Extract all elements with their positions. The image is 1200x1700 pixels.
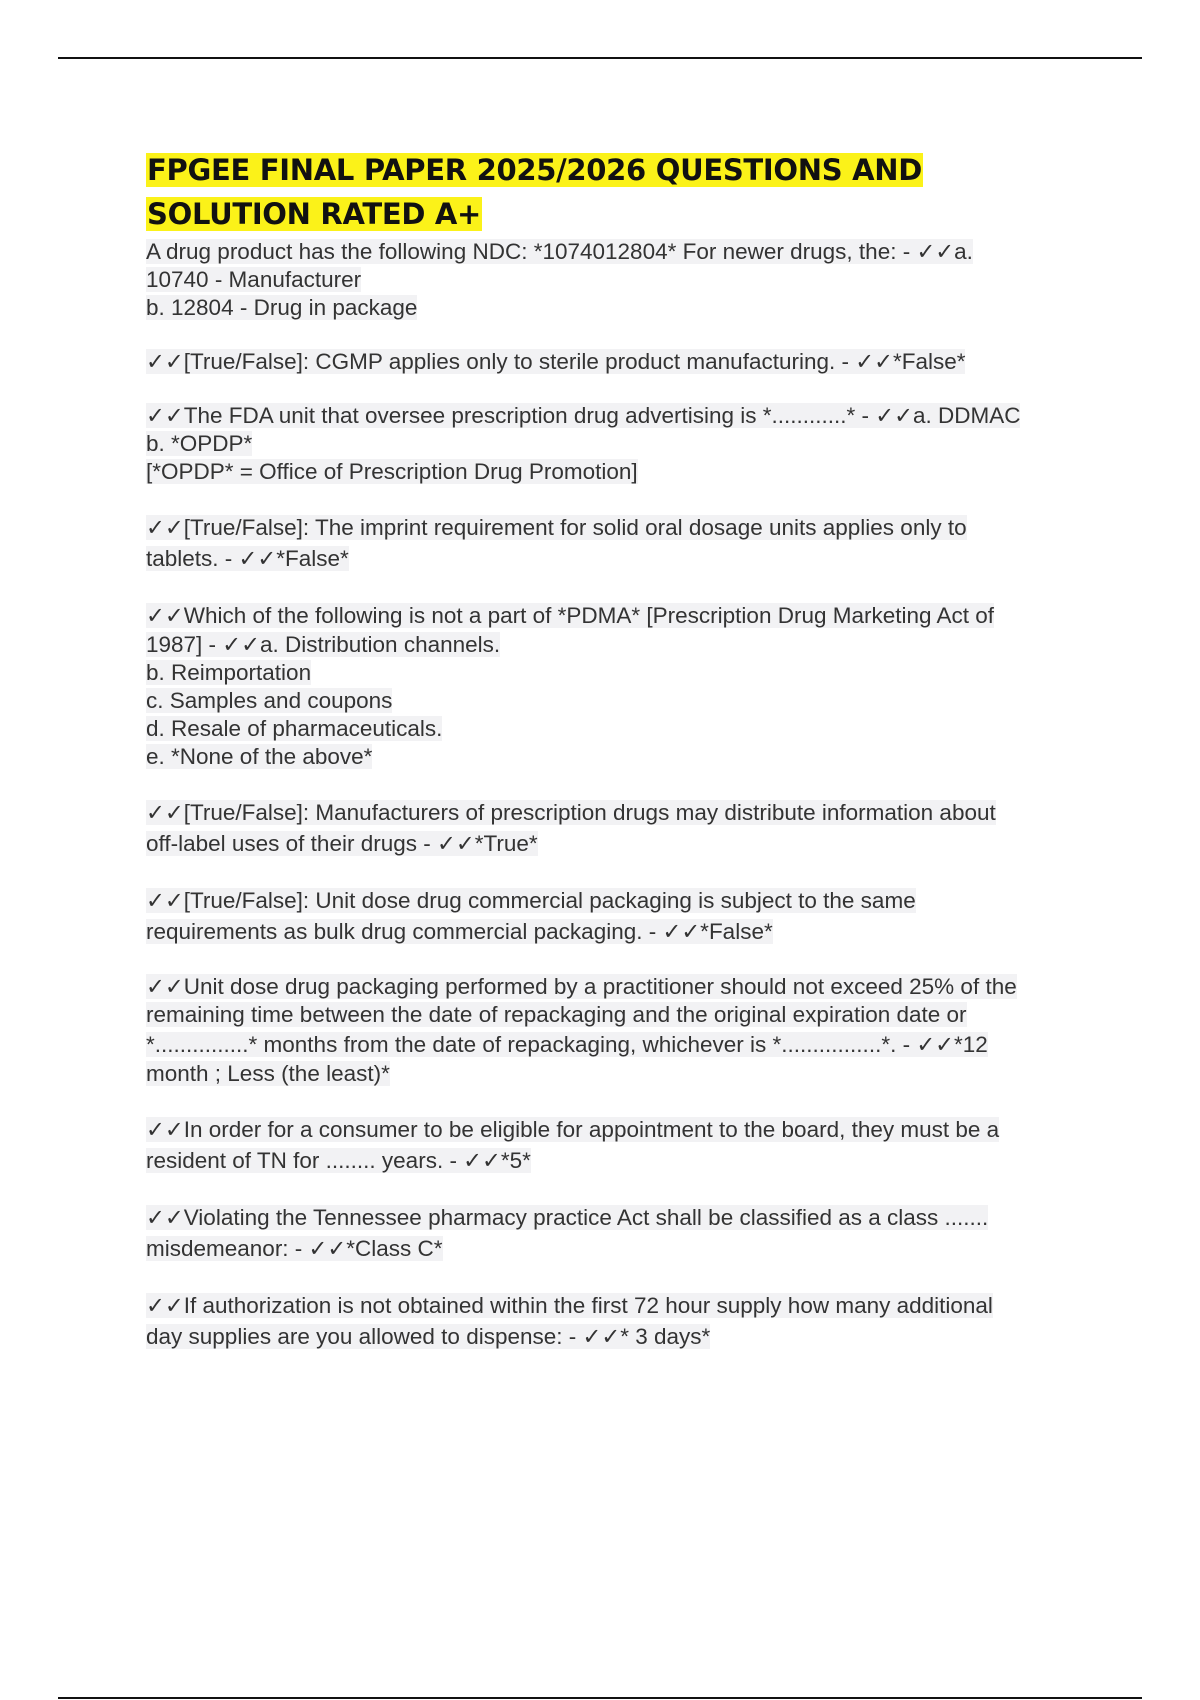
- qa-line: off-label uses of their drugs - ✓✓*True*: [146, 831, 538, 856]
- qa-line: ✓✓If authorization is not obtained within the first 72 hour supply how many additional: [146, 1293, 993, 1318]
- qa-line: ✓✓In order for a consumer to be eligible for appointment to the board, they must be a: [146, 1117, 1000, 1142]
- qa-item: [146, 512, 1086, 574]
- qa-line: misdemeanor: - ✓✓*Class C*: [146, 1236, 443, 1261]
- qa-line: e. *None of the above*: [146, 744, 373, 769]
- title-line: SOLUTION RATED A+: [147, 197, 482, 231]
- qa-line: 1987] - ✓✓a. Distribution channels.: [146, 632, 501, 657]
- qa-line: tablets. - ✓✓*False*: [146, 546, 349, 571]
- qa-line: ✓✓Violating the Tennessee pharmacy practice Act shall be classified as a class .......: [146, 1205, 989, 1230]
- qa-item: [146, 600, 1086, 771]
- document-body: [146, 148, 1086, 1378]
- qa-line: resident of TN for ........ years. - ✓✓*5*: [146, 1148, 531, 1173]
- qa-item: [146, 238, 1086, 322]
- qa-line: 10740 - Manufacturer: [146, 267, 362, 292]
- qa-item: [146, 797, 1086, 859]
- document-title: [146, 148, 1086, 236]
- qa-line: ✓✓[True/False]: Manufacturers of prescription drugs may distribute information about: [146, 800, 996, 825]
- qa-line: c. Samples and coupons: [146, 688, 393, 713]
- qa-item: [146, 885, 1086, 947]
- qa-line: ✓✓The FDA unit that oversee prescription drug advertising is *............* - ✓✓a. DDMAC: [146, 403, 1021, 428]
- qa-line: ✓✓[True/False]: CGMP applies only to sterile product manufacturing. - ✓✓*False*: [146, 349, 966, 374]
- qa-line: b. Reimportation: [146, 660, 312, 685]
- qa-line: d. Resale of pharmaceuticals.: [146, 716, 443, 741]
- qa-item: [146, 402, 1086, 486]
- qa-line: [*OPDP* = Office of Prescription Drug Promotion]: [146, 459, 638, 484]
- qa-line: A drug product has the following NDC: *1074012804* For newer drugs, the: - ✓✓a.: [146, 239, 973, 264]
- qa-line: requirements as bulk drug commercial packaging. - ✓✓*False*: [146, 919, 773, 944]
- qa-line: month ; Less (the least)*: [146, 1061, 390, 1086]
- qa-item: [146, 1202, 1086, 1264]
- title-line: FPGEE FINAL PAPER 2025/2026 QUESTIONS AND: [147, 153, 922, 187]
- qa-line: b. 12804 - Drug in package: [146, 295, 418, 320]
- qa-line: ✓✓Which of the following is not a part of *PDMA* [Prescription Drug Marketing Act of: [146, 603, 995, 628]
- qa-item: [146, 1290, 1086, 1352]
- header-rule: [58, 57, 1142, 59]
- qa-line: remaining time between the date of repackaging and the original expiration date or: [146, 1002, 967, 1027]
- qa-item: [146, 973, 1086, 1088]
- qa-line: day supplies are you allowed to dispense: - ✓✓* 3 days*: [146, 1324, 711, 1349]
- qa-line: ✓✓[True/False]: The imprint requirement for solid oral dosage units applies only to: [146, 515, 967, 540]
- qa-item: [146, 1114, 1086, 1176]
- qa-item: [146, 348, 1086, 376]
- footer-rule: [58, 1697, 1142, 1699]
- qa-line: b. *OPDP*: [146, 431, 253, 456]
- qa-line: *...............* months from the date of repackaging, whichever is *................*. - ✓✓*12: [146, 1032, 988, 1057]
- qa-line: ✓✓[True/False]: Unit dose drug commercial packaging is subject to the same: [146, 888, 916, 913]
- qa-line: ✓✓Unit dose drug packaging performed by a practitioner should not exceed 25% of the: [146, 974, 1017, 999]
